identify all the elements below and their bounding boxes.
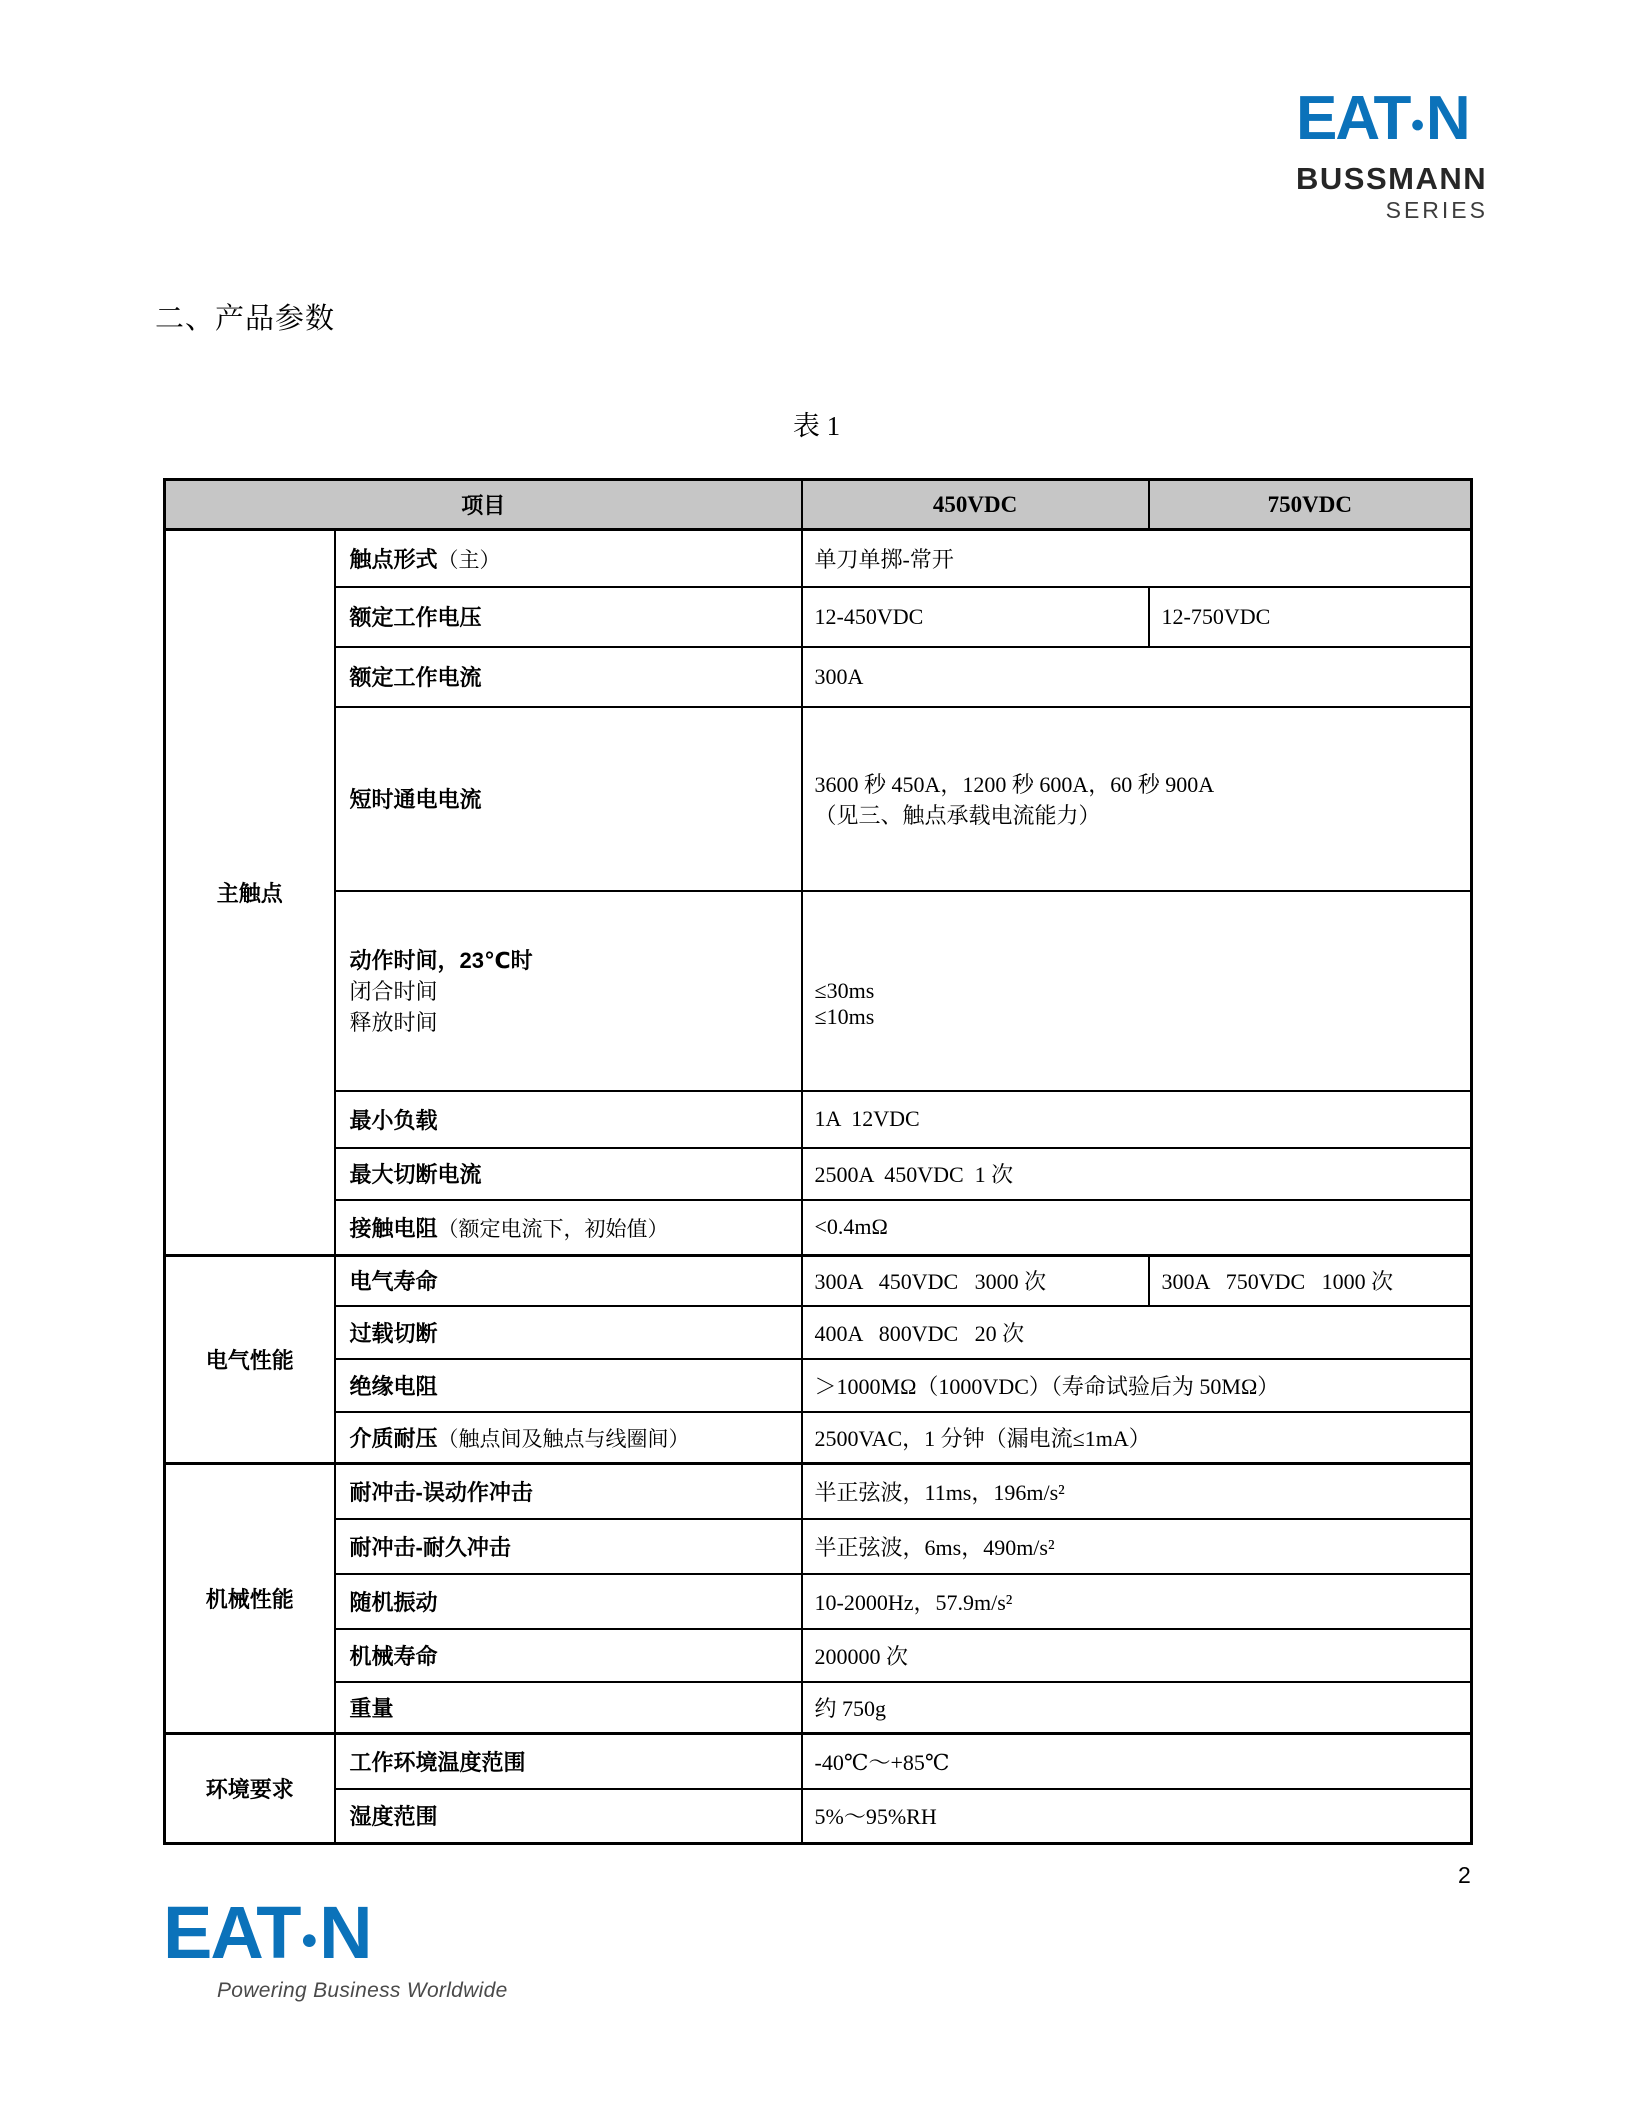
bussmann-wordmark: BUSSMANN (1296, 161, 1488, 196)
eaton-logo-right: N (319, 1891, 371, 1974)
row-label: 工作环境温度范围 (335, 1734, 802, 1789)
row-label: 电气寿命 (335, 1256, 802, 1306)
row-label: 介质耐压（触点间及触点与线圈间） (335, 1412, 802, 1464)
row-value: 半正弦波，6ms，490m/s² (802, 1519, 1472, 1574)
category-main-contact: 主触点 (165, 530, 335, 1256)
table-row (165, 1091, 1472, 1148)
eaton-logo-left: EAT (163, 1891, 300, 1974)
table-row (165, 1306, 1472, 1359)
row-value-450: 12-450VDC (802, 587, 1149, 647)
table-row (165, 1789, 1472, 1844)
row-label: 过载切断 (335, 1306, 802, 1359)
category-mechanical: 机械性能 (165, 1464, 335, 1734)
row-label (335, 891, 802, 1091)
table-row (165, 891, 1472, 1091)
row-value: 2500VAC，1 分钟（漏电流≤1mA） (802, 1412, 1472, 1464)
table-row (165, 530, 1472, 587)
table-row (165, 1734, 1472, 1789)
row-label: 随机振动 (335, 1574, 802, 1629)
row-value: 约 750g (802, 1682, 1472, 1734)
row-value-750: 12-750VDC (1149, 587, 1472, 647)
row-label: 短时通电电流 (335, 707, 802, 891)
value-line-1: 3600 秒 450A，1200 秒 600A，60 秒 900A (814, 771, 1215, 797)
section-heading: 二、产品参数 (155, 303, 336, 335)
row-label: 机械寿命 (335, 1629, 802, 1682)
table-row (165, 707, 1472, 891)
eaton-footer-logo (163, 1891, 508, 2003)
page-number: 2 (1458, 1862, 1471, 1888)
row-label: 湿度范围 (335, 1789, 802, 1844)
row-label: 最大切断电流 (335, 1148, 802, 1200)
table-row (165, 1519, 1472, 1574)
table-row (165, 1148, 1472, 1200)
row-value: -40℃～+85℃ (802, 1734, 1472, 1789)
table-row (165, 587, 1472, 647)
row-label: 耐冲击-耐久冲击 (335, 1519, 802, 1574)
header-cell-item: 项目 (165, 480, 802, 530)
row-value: <0.4mΩ (802, 1200, 1472, 1256)
table-row (165, 1682, 1472, 1734)
row-value (802, 891, 1472, 1091)
row-value: 1A 12VDC (802, 1091, 1472, 1148)
row-label: 重量 (335, 1682, 802, 1734)
table-row (165, 1464, 1472, 1519)
spec-table (163, 478, 1473, 1845)
row-label: 额定工作电流 (335, 647, 802, 707)
table-row (165, 1412, 1472, 1464)
table-header-row (165, 480, 1472, 530)
value-release-time: ≤10ms (814, 1003, 875, 1029)
eaton-logo-dot-icon: ● (300, 1923, 319, 1957)
row-value: 半正弦波，11ms，196m/s² (802, 1464, 1472, 1519)
row-label: 触点形式（主） (335, 530, 802, 587)
row-value: 400A 800VDC 20 次 (802, 1306, 1472, 1359)
row-value: 300A (802, 647, 1472, 707)
table-caption: 表 1 (792, 411, 841, 441)
value-line-blank (815, 952, 1463, 978)
row-value: ＞1000MΩ（1000VDC）（寿命试验后为 50MΩ） (802, 1359, 1472, 1412)
row-label: 额定工作电压 (335, 587, 802, 647)
row-value-750: 300A 750VDC 1000 次 (1149, 1256, 1472, 1306)
eaton-logo-dot-icon: ● (1410, 110, 1426, 138)
table-row (165, 1256, 1472, 1306)
eaton-logo (1296, 84, 1496, 153)
row-label: 耐冲击-误动作冲击 (335, 1464, 802, 1519)
table-row (165, 1200, 1472, 1256)
row-value (802, 707, 1472, 891)
value-line-2: （见三、触点承载电流能力） (814, 802, 1101, 828)
value-close-time: ≤30ms (814, 977, 875, 1003)
category-environmental: 环境要求 (165, 1734, 335, 1844)
table-row (165, 1574, 1472, 1629)
header-cell-750vdc: 750VDC (1149, 480, 1472, 530)
row-sublabel-close: 闭合时间 (349, 979, 438, 1004)
row-label: 最小负载 (335, 1091, 802, 1148)
table-row (165, 647, 1472, 707)
header-cell-450vdc: 450VDC (802, 480, 1149, 530)
row-value: 2500A 450VDC 1 次 (802, 1148, 1472, 1200)
row-value: 10-2000Hz，57.9m/s² (802, 1574, 1472, 1629)
eaton-logo-right: N (1425, 84, 1469, 153)
table-row (165, 1629, 1472, 1682)
row-value: 单刀单掷-常开 (802, 530, 1472, 587)
eaton-tagline: Powering Business Worldwide (217, 1979, 508, 2002)
row-value: 200000 次 (802, 1629, 1472, 1682)
eaton-logo-left: EAT (1296, 84, 1410, 153)
table-row (165, 1359, 1472, 1412)
row-label-main: 动作时间，23℃时 (349, 948, 533, 973)
row-value-450: 300A 450VDC 3000 次 (802, 1256, 1149, 1306)
row-label: 接触电阻（额定电流下，初始值） (335, 1200, 802, 1256)
eaton-bussmann-logo (1296, 84, 1496, 223)
category-electrical: 电气性能 (165, 1256, 335, 1464)
row-sublabel-release: 释放时间 (349, 1010, 438, 1035)
row-value: 5%～95%RH (802, 1789, 1472, 1844)
eaton-logo (163, 1891, 508, 1974)
row-label: 绝缘电阻 (335, 1359, 802, 1412)
series-wordmark: SERIES (1385, 197, 1488, 223)
